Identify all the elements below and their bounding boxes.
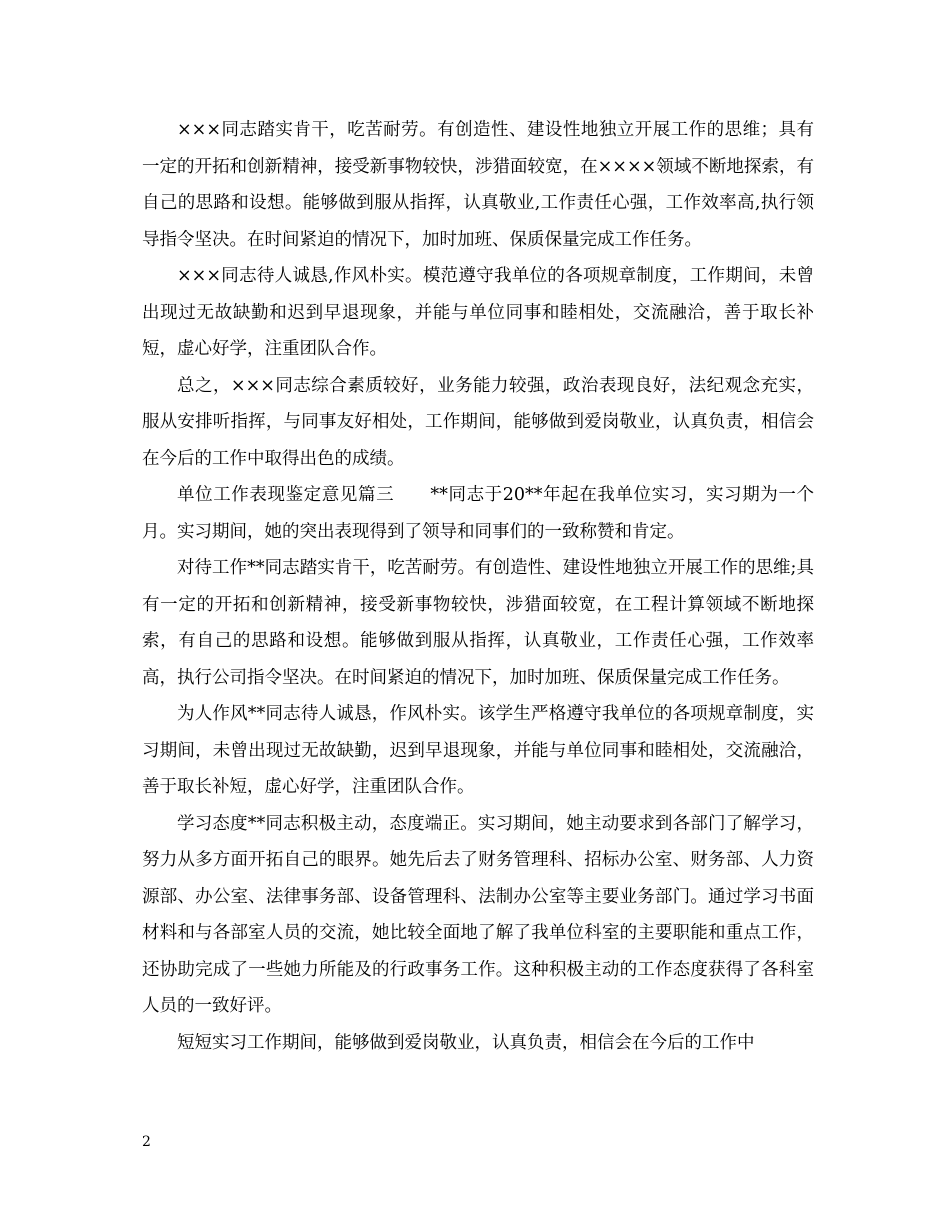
- paragraph: 短短实习工作期间，能够做到爱岗敬业，认真负责，相信会在今后的工作中: [177, 1032, 755, 1053]
- paragraph: 为人作风**同志待人诚恳，作风朴实。该学生严格遵守我单位的各项规章制度，实习期间，未曾出现过无故缺勤，迟到早退现象，并能与单位同事和睦相处，交流融洽，善于取长补短，虚心好学，注重团队合作。: [142, 704, 814, 797]
- paragraph: 单位工作表现鉴定意见篇三 **同志于20**年起在我单位实习，实习期为一个月。实习期间，她的突出表现得到了领导和同事们的一致称赞和肯定。: [142, 485, 814, 542]
- paragraph: 总之，×××同志综合素质较好，业务能力较强，政治表现良好，法纪观念充实，服从安排听指挥，与同事友好相处，工作期间，能够做到爱岗敬业，认真负责，相信会在今后的工作中取得出色的成绩。: [142, 375, 814, 469]
- paragraph: ×××同志待人诚恳,作风朴实。模范遵守我单位的各项规章制度，工作期间，未曾出现过无故缺勤和迟到早退现象，并能与单位同事和睦相处，交流融洽，善于取长补短，虚心好学，注重团队合作。: [142, 266, 814, 359]
- paragraph: ×××同志踏实肯干，吃苦耐劳。有创造性、建设性地独立开展工作的思维；具有一定的开拓和创新精神，接受新事物较快，涉猎面较宽，在××××领域不断地探索，有自己的思路和设想。能够做到服从指挥，认真敬业,工作责任心强，工作效率高,执行领导指令坚决。在时间紧迫的情况下，加时加班、保质保量完成工作任务。: [142, 120, 814, 250]
- page-number: 2: [142, 1134, 151, 1150]
- paragraph: 对待工作**同志踏实肯干，吃苦耐劳。有创造性、建设性地独立开展工作的思维;具有一定的开拓和创新精神，接受新事物较快，涉猎面较宽，在工程计算领域不断地探索，有自己的思路和设想。能够做到服从指挥，认真敬业，工作责任心强，工作效率高，执行公司指令坚决。在时间紧迫的情况下，加时加班、保质保量完成工作任务。: [142, 558, 814, 688]
- paragraph: 学习态度**同志积极主动，态度端正。实习期间，她主动要求到各部门了解学习，努力从多方面开拓自己的眼界。她先后去了财务管理科、招标办公室、财务部、人力资源部、办公室、法律事务部、设备管理科、法制办公室等主要业务部门。通过学习书面材料和与各部室人员的交流，她比较全面地了解了我单位科室的主要职能和重点工作，还协助完成了一些她力所能及的行政事务工作。这种积极主动的工作态度获得了各科室人员的一致好评。: [142, 813, 814, 1016]
- document-body: [142, 112, 814, 1061]
